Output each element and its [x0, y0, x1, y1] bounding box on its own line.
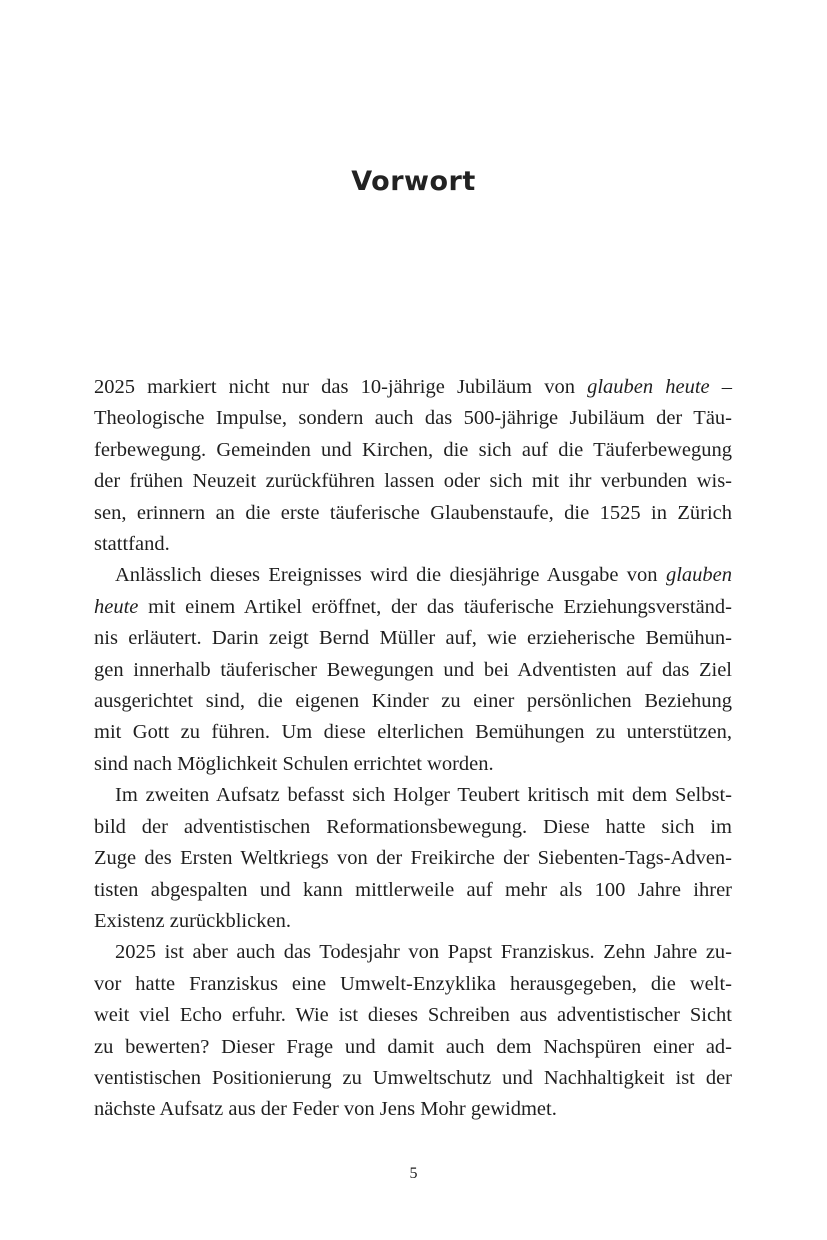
paragraph: [94, 372, 732, 560]
text-line: ferbewegung. Gemeinden und Kirchen, die sich auf die Täuferbewegung: [94, 438, 732, 461]
italic-title: heute: [94, 595, 139, 618]
text-line: gen innerhalb täuferischer Bewegungen und bei Adventisten auf das Ziel: [94, 658, 732, 681]
text-line: vor hatte Franziskus eine Umwelt-Enzyklika herausgegeben, die welt-: [94, 972, 732, 995]
text-line: sen, erinnern an die erste täuferische Glaubenstaufe, die 1525 in Zürich: [94, 501, 732, 524]
text-line: Theologische Impulse, sondern auch das 500-jährige Jubiläum der Täu-: [94, 407, 732, 430]
text-line: Zuge des Ersten Weltkriegs von der Freikirche der Siebenten-Tags-Adven-: [94, 847, 732, 870]
text-line: 2025 markiert nicht nur das 10-jährige Jubiläum von glauben heute –: [94, 376, 732, 398]
text-line: nächste Aufsatz aus der Feder von Jens Mohr gewidmet.: [94, 1098, 557, 1121]
text-line: Existenz zurückblicken.: [94, 909, 291, 932]
text-line: ventistischen Positionierung zu Umweltschutz und Nachhaltigkeit ist der: [94, 1066, 732, 1089]
text-line: nis erläutert. Darin zeigt Bernd Müller auf, wie erzieherische Bemühun-: [94, 627, 732, 650]
text-line: tisten abgespalten und kann mittlerweile auf mehr als 100 Jahre ihrer: [94, 878, 732, 901]
text-line: sind nach Möglichkeit Schulen errichtet worden.: [94, 752, 494, 775]
italic-title: glauben: [665, 564, 732, 587]
text-line: stattfand.: [94, 533, 170, 556]
text-line: ausgerichtet sind, die eigenen Kinder zu einer persönlichen Beziehung: [94, 690, 732, 713]
text-line: bild der adventistischen Reformationsbewegung. Diese hatte sich im: [94, 815, 732, 838]
text-line: 2025 ist aber auch das Todesjahr von Papst Franziskus. Zehn Jahre zu-: [115, 941, 732, 964]
text-line: heute mit einem Artikel eröffnet, der das täuferische Erziehungsverständ-: [94, 595, 732, 618]
text-line: zu bewerten? Dieser Frage und damit auch dem Nachspüren einer ad-: [94, 1035, 732, 1058]
text-line: weit viel Echo erfuhr. Wie ist dieses Schreiben aus adventistischer Sicht: [94, 1004, 732, 1027]
text-line: der frühen Neuzeit zurückführen lassen oder sich mit ihr verbunden wis-: [94, 470, 732, 493]
page-number: 5: [409, 1165, 418, 1182]
paragraph: [94, 937, 732, 1125]
paragraph: [94, 560, 732, 780]
body-text: [94, 372, 732, 1126]
italic-title: glauben heute: [587, 376, 710, 398]
text-line: Im zweiten Aufsatz befasst sich Holger Teubert kritisch mit dem Selbst-: [115, 784, 732, 807]
text-line: Anlässlich dieses Ereignisses wird die diesjährige Ausgabe von glauben: [115, 564, 732, 587]
page-title: Vorwort: [351, 166, 476, 197]
paragraph: [94, 780, 732, 937]
text-line: mit Gott zu führen. Um diese elterlichen Bemühungen zu unterstützen,: [94, 721, 732, 744]
